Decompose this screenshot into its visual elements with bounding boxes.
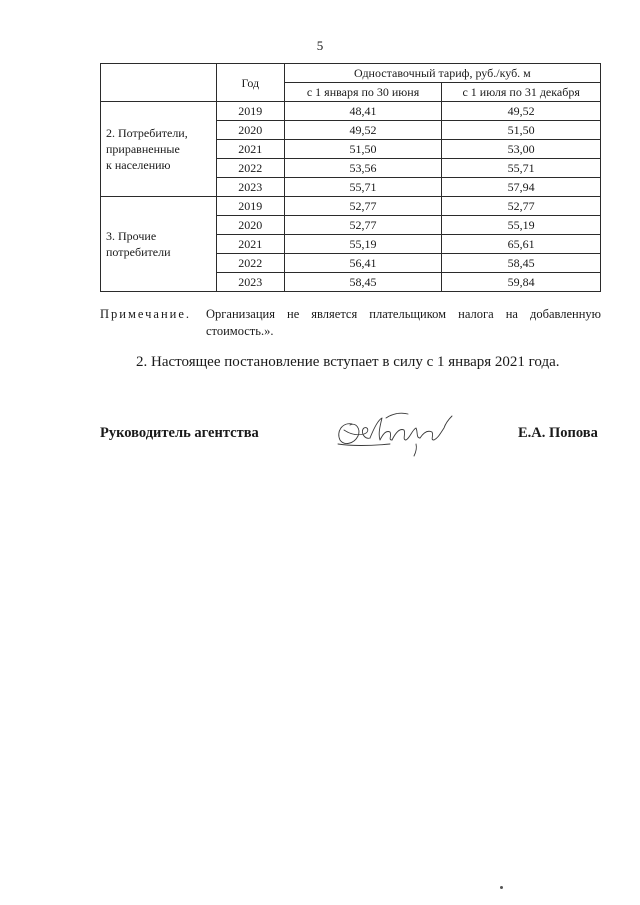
group-label-2 <box>101 197 217 292</box>
tariff-h2-cell: 57,94 <box>442 178 601 197</box>
tariff-header: Одноставочный тариф, руб./куб. м <box>284 64 600 83</box>
tariff-h1-cell: 55,71 <box>284 178 442 197</box>
year-cell: 2023 <box>216 178 284 197</box>
note-label: Примечание. <box>100 307 192 321</box>
group-label-line: приравненные <box>106 142 180 156</box>
table-row <box>101 197 601 216</box>
scan-speck <box>500 886 503 889</box>
period2-header: с 1 июля по 31 декабря <box>442 83 601 102</box>
tariff-h2-cell: 49,52 <box>442 102 601 121</box>
period1-header: с 1 января по 30 июня <box>284 83 442 102</box>
handwritten-signature <box>330 404 460 464</box>
tariff-h1-cell: 48,41 <box>284 102 442 121</box>
tariff-h1-cell: 49,52 <box>284 121 442 140</box>
year-cell: 2020 <box>216 121 284 140</box>
tariff-h2-cell: 52,77 <box>442 197 601 216</box>
tariff-h1-cell: 51,50 <box>284 140 442 159</box>
year-cell: 2019 <box>216 102 284 121</box>
tariff-h2-cell: 58,45 <box>442 254 601 273</box>
tariff-h2-cell: 65,61 <box>442 235 601 254</box>
header-empty-cell <box>101 64 217 102</box>
signer-title: Руководитель агентства <box>100 425 259 441</box>
tariff-h1-cell: 56,41 <box>284 254 442 273</box>
table-row <box>101 102 601 121</box>
year-cell: 2023 <box>216 273 284 292</box>
tariff-h1-cell: 58,45 <box>284 273 442 292</box>
note-text: Организация не является плательщиком налога на добавленную стоимость.». <box>206 307 601 338</box>
group-label-line: потребители <box>106 245 171 259</box>
group-label-line: 2. Потребители, <box>106 126 188 140</box>
tariff-h2-cell: 53,00 <box>442 140 601 159</box>
tariff-h1-cell: 55,19 <box>284 235 442 254</box>
year-cell: 2022 <box>216 254 284 273</box>
year-cell: 2021 <box>216 235 284 254</box>
tariff-h1-cell: 53,56 <box>284 159 442 178</box>
page-number: 5 <box>316 38 324 53</box>
tariff-h2-cell: 55,19 <box>442 216 601 235</box>
year-cell: 2019 <box>216 197 284 216</box>
group-label-1 <box>101 102 217 197</box>
table-header-row <box>101 64 601 83</box>
year-cell: 2022 <box>216 159 284 178</box>
tariff-h1-cell: 52,77 <box>284 197 442 216</box>
tariff-table <box>100 63 601 292</box>
effective-date-clause: 2. Настоящее постановление вступает в силу с 1 января 2021 года. <box>136 354 560 370</box>
year-header: Год <box>216 64 284 102</box>
tariff-h2-cell: 51,50 <box>442 121 601 140</box>
tariff-h2-cell: 55,71 <box>442 159 601 178</box>
group-label-line: 3. Прочие <box>106 229 157 243</box>
tariff-h2-cell: 59,84 <box>442 273 601 292</box>
tariff-h1-cell: 52,77 <box>284 216 442 235</box>
year-cell: 2021 <box>216 140 284 159</box>
year-cell: 2020 <box>216 216 284 235</box>
group-label-line: к населению <box>106 158 171 172</box>
signer-name: Е.А. Попова <box>518 425 598 441</box>
